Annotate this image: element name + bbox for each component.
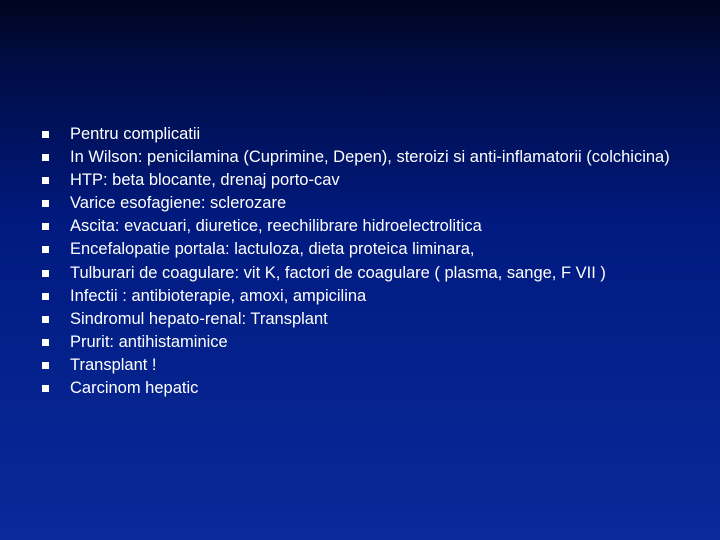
bullet-text: HTP: beta blocante, drenaj porto-cav: [70, 171, 340, 190]
square-bullet-icon: [42, 223, 49, 230]
bullet-text: Prurit: antihistaminice: [70, 332, 228, 351]
bullet-item: [42, 265, 692, 283]
bullet-item: [42, 172, 692, 190]
bullet-text: Encefalopatie portala: lactuloza, dieta proteica liminara,: [70, 240, 475, 259]
square-bullet-icon: [42, 385, 49, 392]
bullet-text: Sindromul hepato-renal: Transplant: [70, 309, 328, 328]
bullet-list: [42, 126, 692, 403]
square-bullet-icon: [42, 270, 49, 277]
square-bullet-icon: [42, 177, 49, 184]
square-bullet-icon: [42, 339, 49, 346]
bullet-item: [42, 357, 692, 375]
square-bullet-icon: [42, 362, 49, 369]
bullet-text: Varice esofagiene: sclerozare: [70, 194, 287, 213]
bullet-item: [42, 149, 692, 167]
bullet-item: [42, 311, 692, 329]
bullet-item: [42, 380, 692, 398]
square-bullet-icon: [42, 316, 49, 323]
bullet-text: Pentru complicatii: [70, 125, 201, 143]
bullet-item: [42, 126, 692, 144]
bullet-text: Transplant !: [70, 355, 157, 374]
square-bullet-icon: [42, 200, 49, 207]
bullet-text: Ascita: evacuari, diuretice, reechilibrare hidroelectrolitica: [70, 217, 482, 236]
bullet-item: [42, 241, 692, 259]
bullet-item: [42, 334, 692, 352]
bullet-item: [42, 195, 692, 213]
bullet-text: Tulburari de coagulare: vit K, factori de coagulare ( plasma, sange, F VII ): [70, 263, 606, 282]
bullet-item: [42, 288, 692, 306]
square-bullet-icon: [42, 246, 49, 253]
square-bullet-icon: [42, 131, 49, 138]
bullet-text: Infectii : antibioterapie, amoxi, ampicilina: [70, 286, 367, 305]
bullet-text: In Wilson: penicilamina (Cuprimine, Depen), steroizi si anti-inflamatorii (colchicina): [70, 148, 670, 167]
square-bullet-icon: [42, 293, 49, 300]
square-bullet-icon: [42, 154, 49, 161]
bullet-text: Carcinom hepatic: [70, 379, 199, 398]
bullet-item: [42, 218, 692, 236]
